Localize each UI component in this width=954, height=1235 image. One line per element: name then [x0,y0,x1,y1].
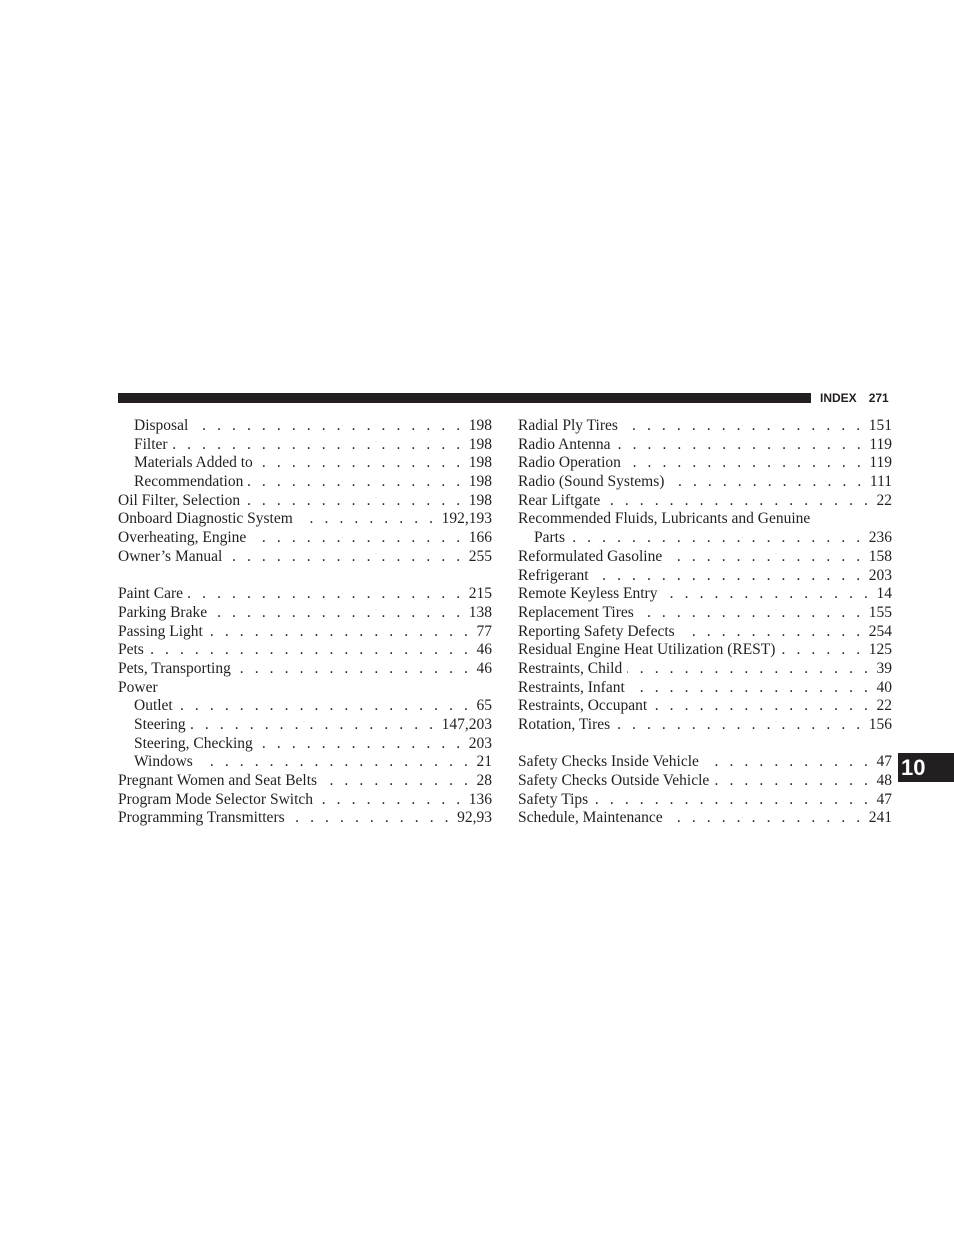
index-entry [518,548,892,567]
index-entry [118,772,492,791]
dot-leader [227,548,463,567]
index-term: Restraints, Child [518,659,623,677]
index-entry [518,697,892,716]
index-entry [118,679,492,698]
index-page-ref: 77 [476,622,492,640]
index-term: Residual Engine Heat Utilization (REST) [518,641,776,659]
dot-leader [290,809,452,828]
dot-leader [623,417,864,436]
dot-leader [780,641,863,660]
index-entry [518,510,892,529]
index-page-ref: 28 [476,772,492,790]
index-term: Radial Ply Tires [518,417,618,434]
dot-leader [652,697,871,716]
index-page-ref: 46 [476,659,492,677]
dot-leader [212,604,464,623]
index-term: Disposal [134,417,189,434]
chapter-tab: 10 [898,753,954,782]
index-term: Safety Checks Inside Vehicle [518,753,699,771]
dot-leader [594,567,864,586]
index-term: Steering [134,716,186,733]
index-page-ref: 48 [876,772,892,790]
index-term: Restraints, Occupant [518,697,648,715]
index-page-ref: 155 [868,603,892,621]
index-entry [518,417,892,436]
index-entry [518,660,892,679]
section-title: INDEX [820,391,857,405]
index-term: Pets, Transporting [118,659,231,677]
dot-leader [616,436,865,455]
index-page-ref: 119 [869,435,892,453]
index-term: Programming Transmitters [118,809,285,827]
index-entry [118,604,492,623]
index-page-ref: 22 [876,491,892,509]
index-page-ref: 198 [468,454,492,472]
index-entry [118,716,492,735]
dot-leader [208,623,472,642]
index-page-ref: 156 [868,716,892,733]
dot-leader [630,679,872,698]
index-entry [518,641,892,660]
index-page-ref: 125 [868,641,892,659]
index-page-ref: 241 [868,809,892,827]
index-term: Refrigerant [518,566,589,584]
index-term: Materials Added to [134,454,253,472]
index-entry [118,529,492,548]
dot-leader [668,809,864,828]
dot-leader [605,492,871,511]
index-page-ref: 136 [468,790,492,808]
dot-leader [318,791,464,810]
index-page-ref: 46 [476,641,492,659]
index-entry [118,510,492,529]
index-page-ref: 21 [476,753,492,771]
index-entry [518,473,892,492]
index-term: Pregnant Women and Seat Belts [118,772,318,790]
index-entry [518,604,892,623]
index-term: Schedule, Maintenance [518,809,663,827]
index-term: Rear Liftgate [518,491,601,509]
index-entry [518,585,892,604]
index-entry [118,735,492,754]
dot-leader [178,697,472,716]
index-entry [118,492,492,511]
dot-leader [704,753,872,772]
index-term: Safety Tips [518,790,589,808]
dot-leader [714,772,871,791]
index-entry [518,772,892,791]
index-term: Outlet [134,697,173,715]
header-rule [118,393,811,403]
index-page-ref: 203 [868,566,892,584]
index-entry [118,585,492,604]
dot-leader [251,529,463,548]
index-page-ref: 158 [868,547,892,565]
index-term: Paint Care [118,585,183,603]
index-page-ref: 151 [868,417,892,434]
index-term: Passing Light [118,622,203,640]
index-term: Parking Brake [118,603,208,621]
index-page-ref: 255 [468,547,492,565]
index-term: Safety Checks Outside Vehicle [518,772,710,790]
index-entry [518,436,892,455]
dot-leader [669,473,864,492]
dot-leader [298,510,437,529]
index-term: Reporting Safety Defects [518,622,675,640]
index-page-ref: 47 [876,790,892,808]
dot-leader [626,454,864,473]
index-entry [118,697,492,716]
index-term: Windows [134,753,193,771]
index-page-ref: 215 [468,585,492,603]
dot-leader [322,772,471,791]
index-entry [118,436,492,455]
dot-leader [173,436,464,455]
index-page-ref: 111 [869,473,892,491]
index-term: Pets [118,641,144,659]
index-term: Radio Antenna [518,435,611,453]
dot-leader [188,585,464,604]
dot-leader [198,753,472,772]
index-term: Radio (Sound Systems) [518,473,665,491]
index-term: Rotation, Tires [518,716,611,733]
index-term: Remote Keyless Entry [518,585,658,603]
index-entry [518,791,892,810]
dot-leader [639,604,864,623]
index-page-ref: 198 [468,417,492,434]
index-entry [518,567,892,586]
index-page-ref: 65 [476,697,492,715]
index-entry [118,809,492,828]
index-entry [518,679,892,698]
index-term: Program Mode Selector Switch [118,790,314,808]
dot-leader [627,660,871,679]
index-page-ref: 119 [869,454,892,472]
dot-leader [236,660,472,679]
index-page-ref: 198 [468,435,492,453]
index-page-ref: 138 [468,603,492,621]
index-page-ref: 166 [468,529,492,547]
index-page-ref: 236 [868,529,892,547]
index-term: Steering, Checking [134,734,253,752]
dot-leader [258,735,464,754]
index-column-right [518,417,892,828]
index-term: Power [118,678,158,696]
index-entry [518,753,892,772]
index-entry [118,417,492,436]
index-term: Replacement Tires [518,603,634,621]
index-page-ref: 47 [876,753,892,771]
index-page-ref: 92,93 [457,809,492,827]
index-entry [118,473,492,492]
dot-leader [570,529,864,548]
index-page-ref: 147,203 [441,716,492,733]
index-entry [518,454,892,473]
dot-leader [615,716,864,735]
dot-leader [245,492,464,511]
index-entry [518,529,892,548]
index-term: Oil Filter, Selection [118,491,241,509]
index-entry [118,454,492,473]
index-term: Reformulated Gasoline [518,547,663,565]
dot-leader [258,454,464,473]
dot-leader [193,417,464,436]
index-entry [118,641,492,660]
index-entry [118,548,492,567]
index-page-ref: 198 [468,491,492,509]
index-page-ref: 198 [468,473,492,491]
dot-leader [149,641,472,660]
dot-leader [662,585,871,604]
index-entry [518,809,892,828]
index-page-ref: 254 [868,622,892,640]
index-page-ref: 22 [876,697,892,715]
dot-leader [667,548,864,567]
index-page-ref: 40 [876,678,892,696]
index-column-left [118,417,492,828]
index-entry [118,791,492,810]
running-header [820,390,889,406]
index-page-ref: 14 [876,585,892,603]
index-page-ref: 192,193 [441,510,492,528]
index-page-ref: 203 [468,734,492,752]
index-term: Overheating, Engine [118,529,247,547]
dot-leader [680,623,864,642]
index-entry [118,660,492,679]
index-term: Recommendation [134,473,244,491]
page-number: 271 [868,391,889,405]
index-page-ref: 39 [876,659,892,677]
index-term: Radio Operation [518,454,621,472]
dot-leader [593,791,871,810]
index-entry [518,716,892,735]
index-entry [518,492,892,511]
index-entry [118,753,492,772]
index-term: Owner’s Manual [118,547,223,565]
dot-leader [191,716,437,735]
index-term: Filter [134,435,168,453]
index-term: Restraints, Infant [518,678,625,696]
index-term: Onboard Diagnostic System [118,510,293,528]
index-entry [518,623,892,642]
index-term: Recommended Fluids, Lubricants and Genuine [518,510,811,528]
index-entry [118,623,492,642]
index-term: Parts [534,529,565,547]
dot-leader [248,473,463,492]
